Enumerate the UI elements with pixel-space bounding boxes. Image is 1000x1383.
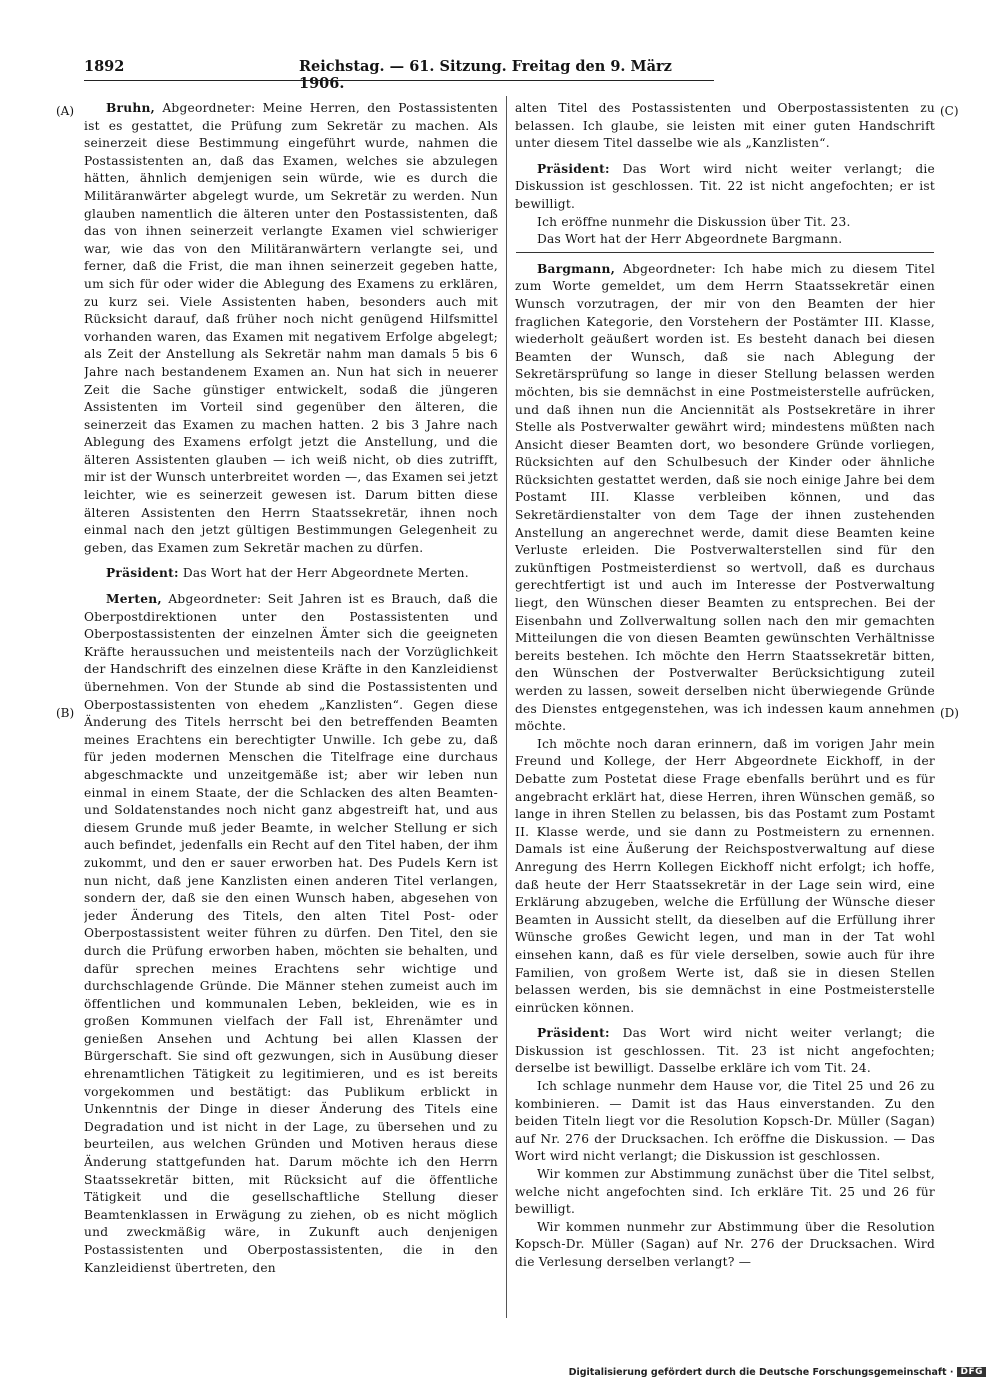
paragraph-president bbox=[515, 1025, 935, 1078]
dfg-logo: DFG bbox=[957, 1367, 986, 1377]
paragraph-bargmann bbox=[515, 261, 935, 736]
margin-mark-a: (A) bbox=[56, 104, 75, 118]
paragraph-text: Abgeordneter: Ich habe mich zu diesem Titel zum Worte gemeldet, um dem Herrn Staatssekretär einen Wunsch vorzutragen, der mir von den Beamten der hier fraglichen Kategorie, den Vorstehern der Postämter III. Klasse, wiederholt geäußert worden ist. Es besteht danach bei diesen Beamten der Wunsch, daß sie nach Ablegung der Sekretärsprüfung so lange in dieser Stellung belassen werden möchten, bis sie demnächst in eine Postmeisterstelle aufrücken, und daß ihnen nun die Anciennität als Postsekretäre in ihrer Stelle als Postverwalter gewährt wird; mindestens müßten nach Ansicht dieser Beamten dort, wo besondere Gründe vorliegen, Rücksichten auf den Schulbesuch der Kinder oder ähnliche Rücksichten gestattet werden, daß sie noch einige Jahre bei dem Postamt III. Klasse verbleiben können, und das Sekretärdienstalter von dem Tage der ihnen zustehenden Anstellung an angerechnet werde, damit diese Beamten keine Verluste erleiden. Die Postverwalterstellen sind für den zukünftigen Postmeisterdienst so wertvoll, daß es durchaus gerechtfertigt ist und auch im Interesse der Postverwaltung liegt, den Wünschen dieser Beamten zu entsprechen. Bei der Eisenbahn und Zollverwaltung sollen nach den mir gemachten Mitteilungen die von diesen Beamten gewünschten Verhältnisse bereits bestehen. Ich möchte den Herrn Staatssekretär bitten, den Wünschen der Postverwalter Berücksichtigung zuteil werden zu lassen, soweit derselben nicht überwiegende Gründe des Dienstes entgegenstehen, was ich indessen kaum annehmen möchte. bbox=[515, 261, 935, 734]
paragraph-text: Das Wort wird nicht weiter verlangt; die Diskussion ist geschlossen. Tit. 22 ist nicht angefochten; er ist bewilligt. bbox=[515, 161, 935, 211]
paragraph-text: Das Wort wird nicht weiter verlangt; die Diskussion ist geschlossen. Tit. 23 ist nicht angefochten; derselbe ist bewilligt. Dasselbe erkläre ich vom Tit. 24. bbox=[515, 1026, 935, 1076]
paragraph-president bbox=[84, 565, 498, 583]
paragraph-text: Wir kommen nunmehr zur Abstimmung über die Resolution Kopsch-Dr. Müller (Sagan) auf Nr. 276 der Drucksachen. Wird die Verlesung derselben verlangt? — bbox=[515, 1219, 935, 1269]
footer bbox=[569, 1365, 986, 1379]
footer-text: Digitalisierung gefördert durch die Deutsche Forschungsgemeinschaft · bbox=[568, 1366, 954, 1378]
speaker-name: Präsident: bbox=[537, 1026, 610, 1041]
paragraph-president-cont bbox=[515, 1219, 935, 1272]
paragraph-text: Ich möchte noch daran erinnern, daß im vorigen Jahr mein Freund und Kollege, der Herr Abgeordnete Eickhoff, in der Debatte zum Postetat diese Frage ebenfalls berührt und es für angebracht erklärt hat, diese Herren, ihren Wünschen gemäß, so lange in ihren Stellen zu belassen, bis das Postamt zum Postamt II. Klasse werde, und sie dann zu Postmeistern zu ernennen. Damals ist eine Äußerung der Reichspostverwaltung auf diese Anregung des Herrn Kollegen Eickhoff nicht erfolgt; ich hoffe, daß heute der Herr Staatssekretär in der Lage sein wird, eine Erklärung abzugeben, welche die Erfüllung der Wünsche dieser Beamten in Aussicht stellt, da dieselben auf die Erfüllung ihrer Wünsche großes Gewicht legen, und man in der Tat wohl einsehen kann, daß es für viele derselben, sowie auch für ihre Familien, von großem Werte ist, daß sie in diesen Stellen belassen werden, bis sie demnächst in eine Postmeisterstelle einrücken können. bbox=[515, 736, 935, 1015]
paragraph-president-cont bbox=[515, 1166, 935, 1219]
paragraph-president-cont bbox=[515, 1078, 935, 1166]
column-divider bbox=[506, 96, 507, 1318]
margin-mark-d: (D) bbox=[940, 706, 959, 720]
speaker-name: Präsident: bbox=[537, 161, 610, 176]
paragraph-text: Abgeordneter: Meine Herren, den Postassistenten ist es gestattet, die Prüfung zum Sekretär zu machen. Als seinerzeit diese Bestimmung eingeführt wurde, nahmen die Postassistenten an, daß das Examen, welches sie abzulegen hätten, ähnlich demjenigen sein würde, wie es durch die Militäranwärter abgelegt wurde, um Sekretär zu werden. Nun glauben namentlich die älteren unter den Postassistenten, daß das von ihnen seinerzeit verlangte Examen viel schwieriger war, wie das von den Militäranwärtern verlangte sei, und ferner, daß die Frist, die man ihnen seinerzeit gegeben hatte, um sich für oder wider die Ablegung des Examens zu erklären, zu kurz sei. Viele Assistenten haben, besonders auch mit Rücksicht darauf, daß früher noch nicht genügend Hilfsmittel vorhanden waren, das Examen mit negativem Erfolge abgelegt; als Zeit der Anstellung als Sekretär nahm man damals 5 bis 6 Jahre nach bestandenem Examen an. Nun hat sich in neuerer Zeit die Sache günstiger entwickelt, sodaß die jüngeren Assistenten im Vorteil sind gegenüber den älteren, die seinerzeit das Examen zu machen hatten. 2 bis 3 Jahre nach Ablegung des Examens erfolgt jetzt die Anstellung, und die älteren Assistenten glauben — ich weiß nicht, ob dies zutrifft, mir ist der Wunsch unterbreitet worden —, das Examen sei jetzt leichter, wie es seinerzeit gewesen ist. Darum bitten diese älteren Assistenten den Herrn Staatssekretär, ihnen noch einmal nach den jetzt gültigen Bestimmungen Gelegenheit zu geben, das Examen zum Sekretär machen zu dürfen. bbox=[84, 101, 498, 555]
paragraph-text: Ich schlage nunmehr dem Hause vor, die Titel 25 und 26 zu kombinieren. — Damit ist das Haus einverstanden. Zu den beiden Titeln liegt vor die Resolution Kopsch-Dr. Müller (Sagan) auf Nr. 276 der Drucksachen. Ich eröffne die Diskussion. — Das Wort wird nicht verlangt; die Diskussion ist geschlossen. bbox=[515, 1079, 935, 1164]
paragraph-bruhn bbox=[84, 100, 498, 557]
paragraph-text: Abgeordneter: Seit Jahren ist es Brauch, daß die Oberpostdirektionen unter den Postassistenten und Oberpostassistenten der einzelnen Ämter sich die geeigneten Kräfte heraussuchen und meistenteils nach der Vorzüglichkeit der Handschrift des einzelnen diese Kräfte in den Kanzleidienst übernehmen. Von der Stunde ab sind die Postassistenten und Oberpostassistenten von ehedem „Kanzlisten“. Gegen diese Änderung des Titels herrscht bei den betreffenden Beamten meines Erachtens ein berechtigter Unwille. Ich gebe zu, daß für jeden modernen Menschen die Titelfrage eine durchaus abgeschmackte und unzeitgemäße ist; aber wir leben nun einmal in einem Staate, der die Schlacken des alten Beamten- und Soldatenstandes noch nicht ganz abgestreift hat, und aus diesem Grunde muß jeder Beamte, in welcher Stellung er sich auch befindet, jedenfalls ein Recht auf den Titel haben, der ihm zukommt, und den er sauer erworben hat. Des Pudels Kern ist nun nicht, daß jene Kanzlisten einen anderen Titel verlangen, sondern der, daß sie den einen Wunsch haben, abgesehen von jeder Änderung des Titels, den alten Titel Post- oder Oberpostassistent weiter führen zu dürfen. Den Titel, den sie durch die Prüfung erworben haben, möchten sie behalten, und dafür sprechen meines Erachtens sehr wichtige und durchschlagende Gründe. Die Männer stehen zumeist auch im öffentlichen und kommunalen Leben, bekleiden, wie es in großen Kommunen vielfach der Fall ist, Ehrenämter und genießen Ansehen und Achtung bei allen Klassen der Bürgerschaft. Sie sind oft gezwungen, sich in Ausübung dieser ehrenamtlichen Tätigkeit zu legitimieren, und es ist bereits vorgekommen und bestätigt: das Publikum erblickt in Unkenntnis der Dinge in dieser Änderung des Titels eine Degradation und ist nicht in der Lage, zu übersehen und zu beurteilen, aus welchen Gründen und Motiven heraus diese Änderung stattgefunden hat. Darum möchte ich den Herrn Staatssekretär bitten, mit Rücksicht auf die öffentliche Tätigkeit und die gesellschaftliche Stellung dieser Beamtenklassen in Erwägung zu ziehen, ob es nicht möglich und zweckmäßig wäre, in Zukunft auch denjenigen Postassistenten und Oberpostassistenten, die in den Kanzleidienst übertreten, den bbox=[84, 592, 498, 1275]
left-column bbox=[84, 100, 498, 1322]
margin-mark-b: (B) bbox=[56, 706, 75, 720]
paragraph-president bbox=[515, 161, 935, 214]
paragraph-text: Das Wort hat der Herr Abgeordnete Merten. bbox=[178, 566, 469, 581]
speaker-name: Präsident: bbox=[106, 566, 179, 581]
speaker-name: Bruhn, bbox=[106, 101, 156, 115]
right-column bbox=[515, 100, 935, 1322]
paragraph-president-cont bbox=[515, 231, 935, 249]
paragraph-president-cont bbox=[515, 214, 935, 232]
paragraph-bargmann-cont bbox=[515, 736, 935, 1018]
page-number: 1892 bbox=[84, 58, 125, 75]
running-title: Reichstag. — 61. Sitzung. Freitag den 9. März 1906. bbox=[299, 58, 672, 92]
paragraph-merten bbox=[84, 591, 498, 1277]
paragraph-text: Ich eröffne nunmehr die Diskussion über Tit. 23. bbox=[537, 214, 851, 229]
paragraph-continuation bbox=[515, 100, 935, 153]
paragraph-text: Wir kommen zur Abstimmung zunächst über die Titel selbst, welche nicht angefochten sind. Ich erkläre Tit. 25 und 26 für bewilligt. bbox=[515, 1167, 935, 1217]
paragraph-text: Das Wort hat der Herr Abgeordnete Bargmann. bbox=[537, 232, 843, 247]
page-header bbox=[84, 56, 714, 92]
margin-mark-c: (C) bbox=[940, 104, 959, 118]
header-rule bbox=[84, 80, 714, 81]
section-rule bbox=[516, 252, 934, 253]
speaker-name: Bargmann, bbox=[537, 261, 616, 276]
speaker-name: Merten, bbox=[106, 592, 162, 607]
paragraph-text: alten Titel des Postassistenten und Oberpostassistenten zu belassen. Ich glaube, sie leisten mit einer guten Handschrift unter diesem Titel dasselbe wie als „Kanzlisten“. bbox=[515, 101, 935, 151]
